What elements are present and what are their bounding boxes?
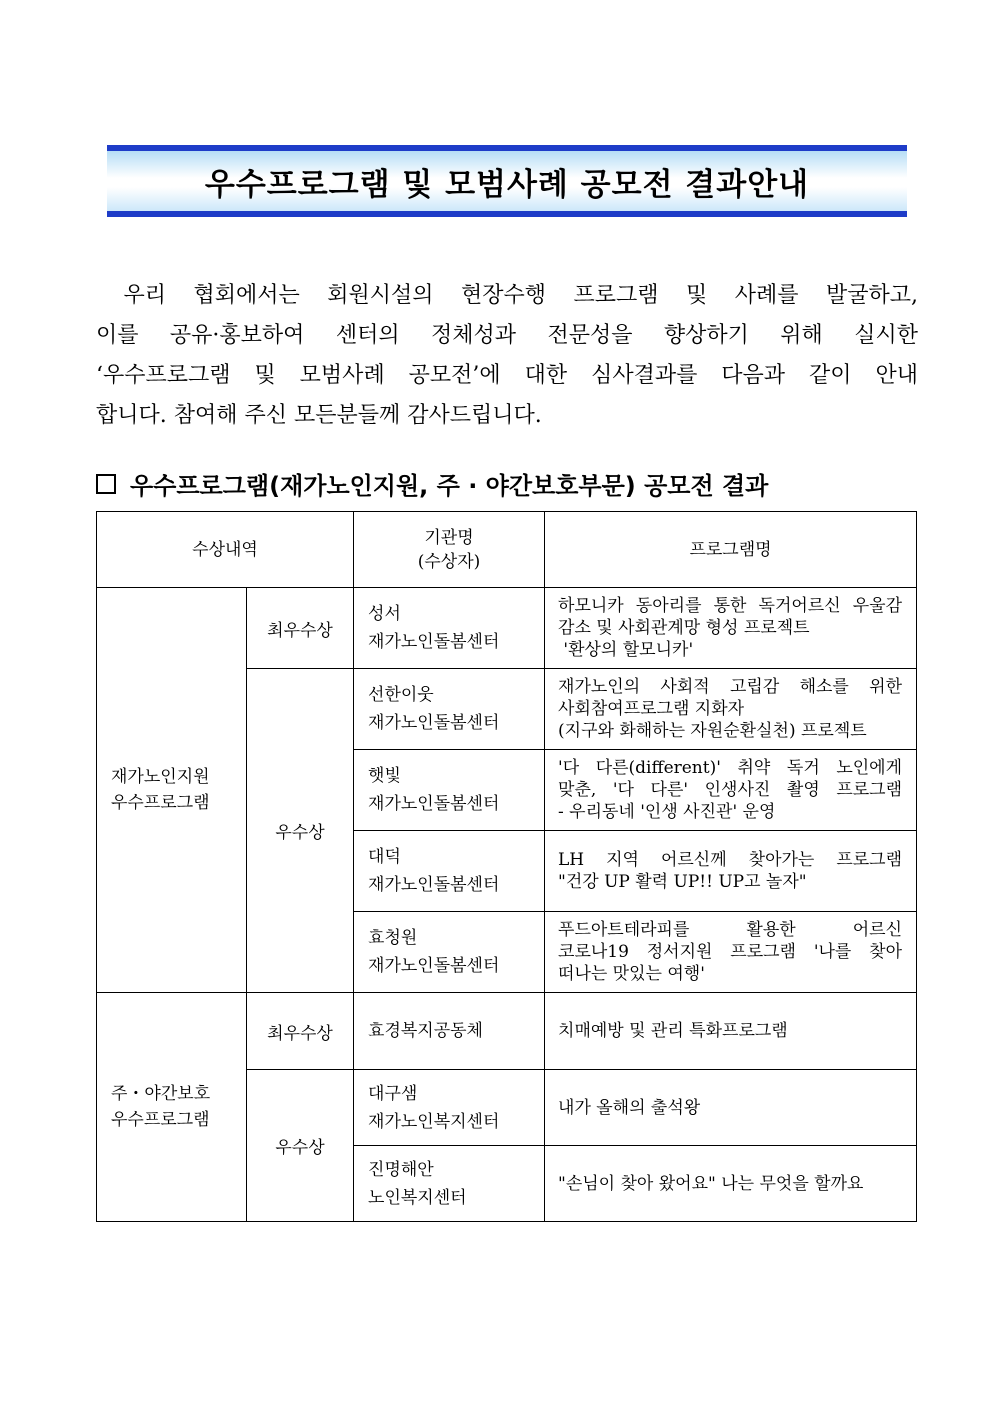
org-cell [354, 669, 545, 750]
header-org [354, 512, 545, 588]
category-cell [97, 588, 247, 993]
checkbox-square-icon [96, 474, 116, 494]
awards-table [96, 511, 917, 1222]
org-cell [354, 993, 545, 1070]
rank-cell: 우수상 [247, 1070, 354, 1222]
program-cell [545, 912, 917, 993]
rank-cell: 최우수상 [247, 588, 354, 669]
program-cell [545, 588, 917, 669]
org-line1: 햇빛 [368, 766, 401, 786]
program-line: 내가 올해의 출석왕 [558, 1097, 701, 1118]
intro-line: 우리 협회에서는 회원시설의 현장수행 프로그램 및 사례를 발굴하고, [96, 283, 918, 308]
intro-line: ‘우수프로그램 및 모범사례 공모전’에 대한 심사결과를 다음과 같이 안내 [96, 363, 918, 388]
header-org-line1: 기관명 [424, 527, 474, 548]
program-line: 푸드아트테라피를 활용한 어르신 [558, 920, 903, 940]
rank-cell: 최우수상 [247, 993, 354, 1070]
section-heading-text: 우수프로그램(재가노인지원, 주 · 야간보호부문) 공모전 결과 [130, 472, 769, 500]
header-org-line2: (수상자) [417, 551, 481, 572]
org-cell [354, 750, 545, 831]
org-line2: 재가노인돌봄센터 [368, 713, 500, 733]
program-cell [545, 831, 917, 912]
category-line2: 우수프로그램 [111, 793, 210, 813]
program-line: LH 지역 어르신께 찾아가는 프로그램 [558, 850, 903, 870]
org-line1: 선한이웃 [368, 685, 434, 705]
rank-cell: 우수상 [247, 669, 354, 993]
program-line: 맞춘, '다 다른' 인생사진 촬영 프로그램 [558, 780, 903, 800]
category-line2: 우수프로그램 [111, 1110, 210, 1130]
program-line: 하모니카 동아리를 통한 독거어르신 우울감 [558, 596, 903, 616]
org-line2: 재가노인돌봄센터 [368, 632, 500, 652]
section-heading [96, 466, 768, 501]
org-line1: 효청원 [368, 928, 418, 948]
intro-paragraph [96, 276, 918, 436]
category-line1: 재가노인지원 [111, 767, 210, 787]
org-line1: 효경복지공동체 [368, 1021, 483, 1041]
program-line: (지구와 화해하는 자원순환실천) 프로젝트 [558, 721, 867, 741]
org-cell [354, 1070, 545, 1146]
program-cell [545, 1146, 917, 1222]
program-cell [545, 750, 917, 831]
org-line2: 재가노인돌봄센터 [368, 875, 500, 895]
title-banner [107, 145, 907, 217]
org-line1: 진명해안 [368, 1159, 434, 1180]
intro-line: 이를 공유·홍보하여 센터의 정체성과 전문성을 향상하기 위해 실시한 [96, 323, 918, 348]
org-cell [354, 831, 545, 912]
program-line: 재가노인의 사회적 고립감 해소를 위한 [558, 677, 903, 697]
program-line: "손님이 찾아 왔어요" 나는 무엇을 할까요 [558, 1173, 864, 1194]
intro-line: 합니다. 참여해 주신 모든분들께 감사드립니다. [96, 403, 542, 428]
table-header-row [97, 512, 917, 588]
org-cell [354, 1146, 545, 1222]
org-line1: 대구샘 [368, 1083, 418, 1104]
header-award: 수상내역 [97, 512, 354, 588]
org-cell [354, 912, 545, 993]
program-line: '환상의 할모니카' [558, 640, 694, 660]
org-cell [354, 588, 545, 669]
org-line1: 대덕 [368, 847, 401, 867]
program-line: - 우리동네 '인생 사진관' 운영 [558, 802, 776, 822]
org-line2: 재가노인돌봄센터 [368, 956, 500, 976]
org-line2: 재가노인돌봄센터 [368, 794, 500, 814]
category-line1: 주・야간보호 [111, 1084, 211, 1104]
program-line: '다 다른(different)' 취약 독거 노인에게 [558, 758, 903, 778]
program-line: 코로나19 정서지원 프로그램 '나를 찾아 [558, 942, 903, 962]
program-line: 사회참여프로그램 지화자 [558, 699, 745, 719]
program-line: 감소 및 사회관계망 형성 프로젝트 [558, 618, 810, 638]
table-row [97, 588, 917, 669]
org-line2: 노인복지센터 [368, 1187, 467, 1208]
org-line1: 성서 [368, 604, 401, 624]
header-program: 프로그램명 [545, 512, 917, 588]
program-cell [545, 1070, 917, 1146]
table-row [97, 993, 917, 1070]
program-line: 치매예방 및 관리 특화프로그램 [558, 1021, 788, 1041]
org-line2: 재가노인복지센터 [368, 1111, 500, 1132]
category-cell [97, 993, 247, 1222]
program-cell [545, 993, 917, 1070]
page-title: 우수프로그램 및 모범사례 공모전 결과안내 [204, 166, 810, 203]
program-line: 떠나는 맛있는 여행' [558, 964, 705, 984]
program-line: "건강 UP 활력 UP!! UP고 놀자" [558, 872, 807, 892]
program-cell [545, 669, 917, 750]
